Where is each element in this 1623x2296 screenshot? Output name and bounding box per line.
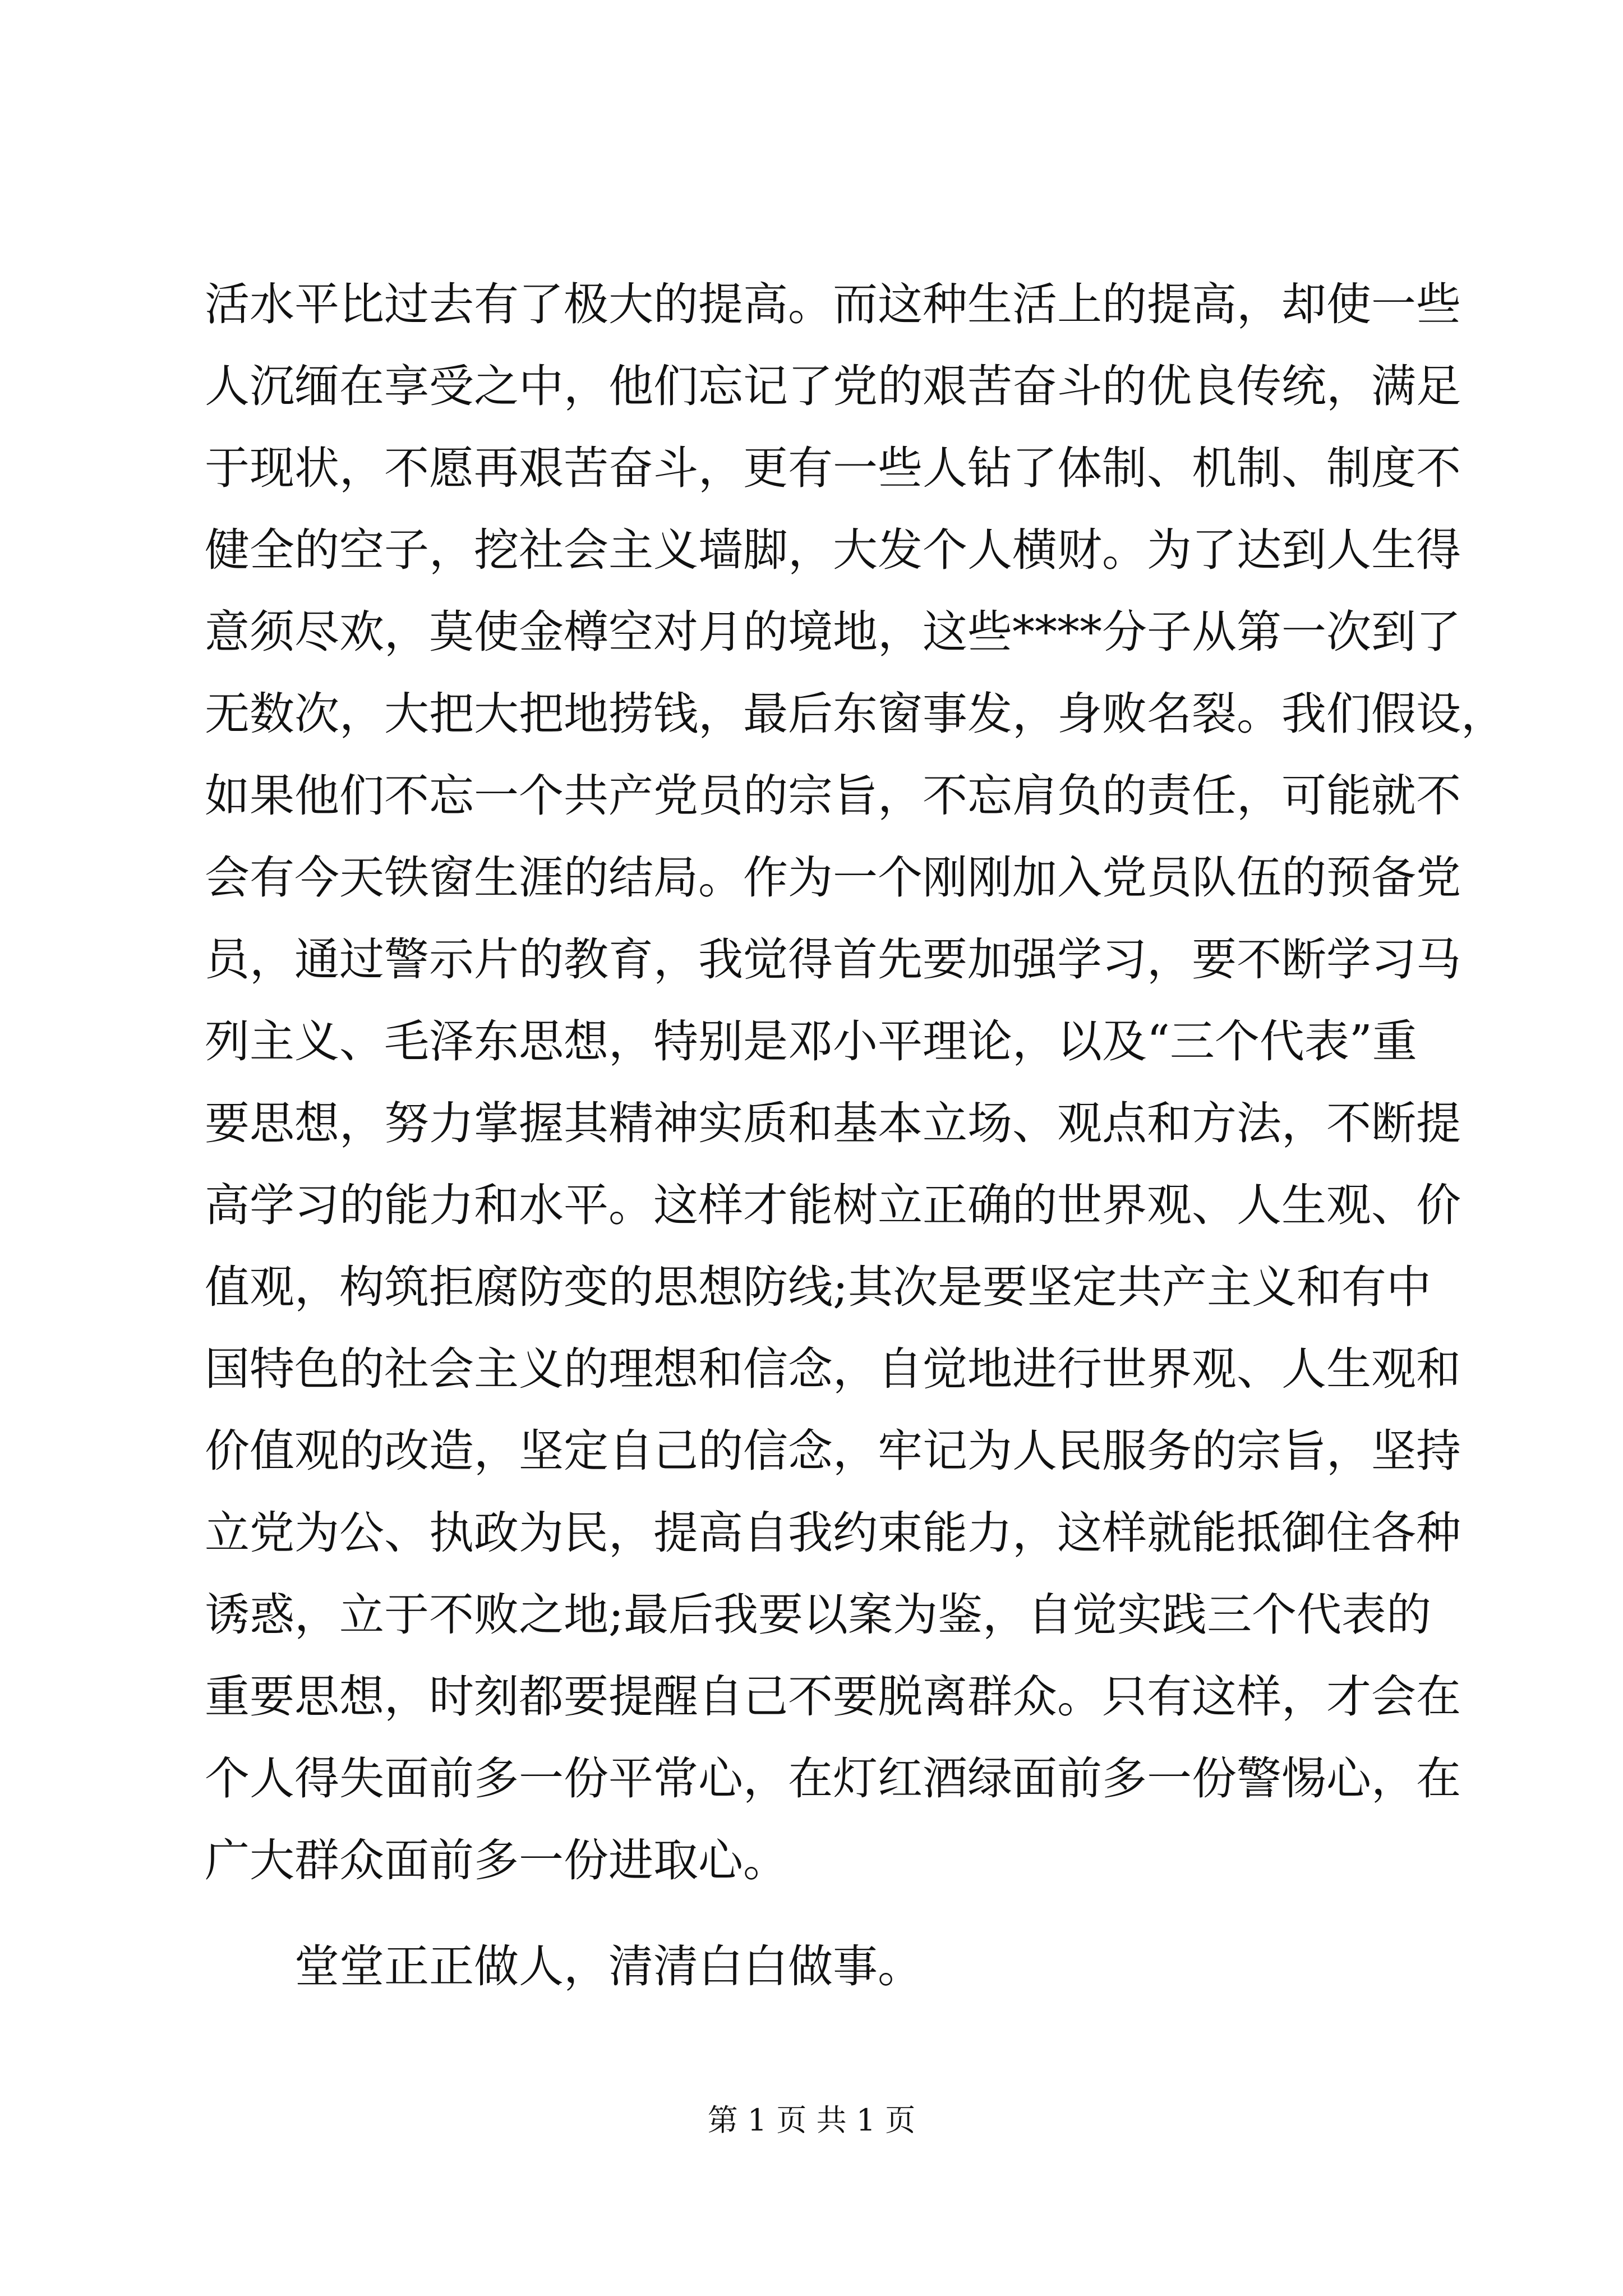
text-line: 立党为公、执政为民，提高自我约束能力，这样就能抵御住各种 bbox=[205, 1507, 1461, 1559]
text-line: 活水平比过去有了极大的提高。而这种生活上的提高，却使一些 bbox=[205, 278, 1461, 330]
paragraph-2: 堂堂正正做人，清清白白做事。 bbox=[294, 1940, 923, 1993]
text-line: 如果他们不忘一个共产党员的宗旨，不忘肩负的责任，可能就不 bbox=[205, 770, 1461, 822]
text-line: 价值观的改造，坚定自己的信念，牢记为人民服务的宗旨，坚持 bbox=[205, 1425, 1461, 1477]
text-line: 员，通过警示片的教育，我觉得首先要加强学习，要不断学习马 bbox=[205, 933, 1461, 986]
text-line: 国特色的社会主义的理想和信念，自觉地进行世界观、人生观和 bbox=[205, 1343, 1461, 1395]
text-line: 会有今天铁窗生涯的结局。作为一个刚刚加入党员队伍的预备党 bbox=[205, 852, 1461, 904]
text-line: 人沉缅在享受之中，他们忘记了党的艰苦奋斗的优良传统，满足 bbox=[205, 360, 1461, 412]
text-line: 个人得失面前多一份平常心，在灯红酒绿面前多一份警惕心，在 bbox=[205, 1752, 1461, 1805]
text-line: 健全的空子，挖社会主义墙脚，大发个人横财。为了达到人生得 bbox=[205, 524, 1461, 576]
page-footer: 第 1 页 共 1 页 bbox=[707, 2102, 916, 2138]
text-line: 高学习的能力和水平。这样才能树立正确的世界观、人生观、价 bbox=[205, 1179, 1461, 1231]
text-line: 诱惑，立于不败之地;最后我要以案为鉴，自觉实践三个代表的 bbox=[205, 1589, 1431, 1641]
text-line: 于现状，不愿再艰苦奋斗，更有一些人钻了体制、机制、制度不 bbox=[205, 442, 1461, 494]
text-line: 要思想，努力掌握其精神实质和基本立场、观点和方法，不断提 bbox=[205, 1097, 1461, 1149]
text-line: 列主义、毛泽东思想，特别是邓小平理论，以及“三个代表”重 bbox=[205, 1015, 1417, 1068]
text-line: 重要思想，时刻都要提醒自己不要脱离群众。只有这样，才会在 bbox=[205, 1671, 1461, 1723]
text-line: 意须尽欢，莫使金樽空对月的境地，这些****分子从第一次到了 bbox=[205, 606, 1461, 658]
text-line: 无数次，大把大把地捞钱，最后东窗事发，身败名裂。我们假设， bbox=[205, 688, 1506, 740]
text-line: 值观，构筑拒腐防变的思想防线;其次是要坚定共产主义和有中 bbox=[205, 1261, 1431, 1313]
text-line: 广大群众面前多一份进取心。 bbox=[205, 1834, 788, 1887]
paragraph-1 bbox=[205, 264, 1506, 1902]
